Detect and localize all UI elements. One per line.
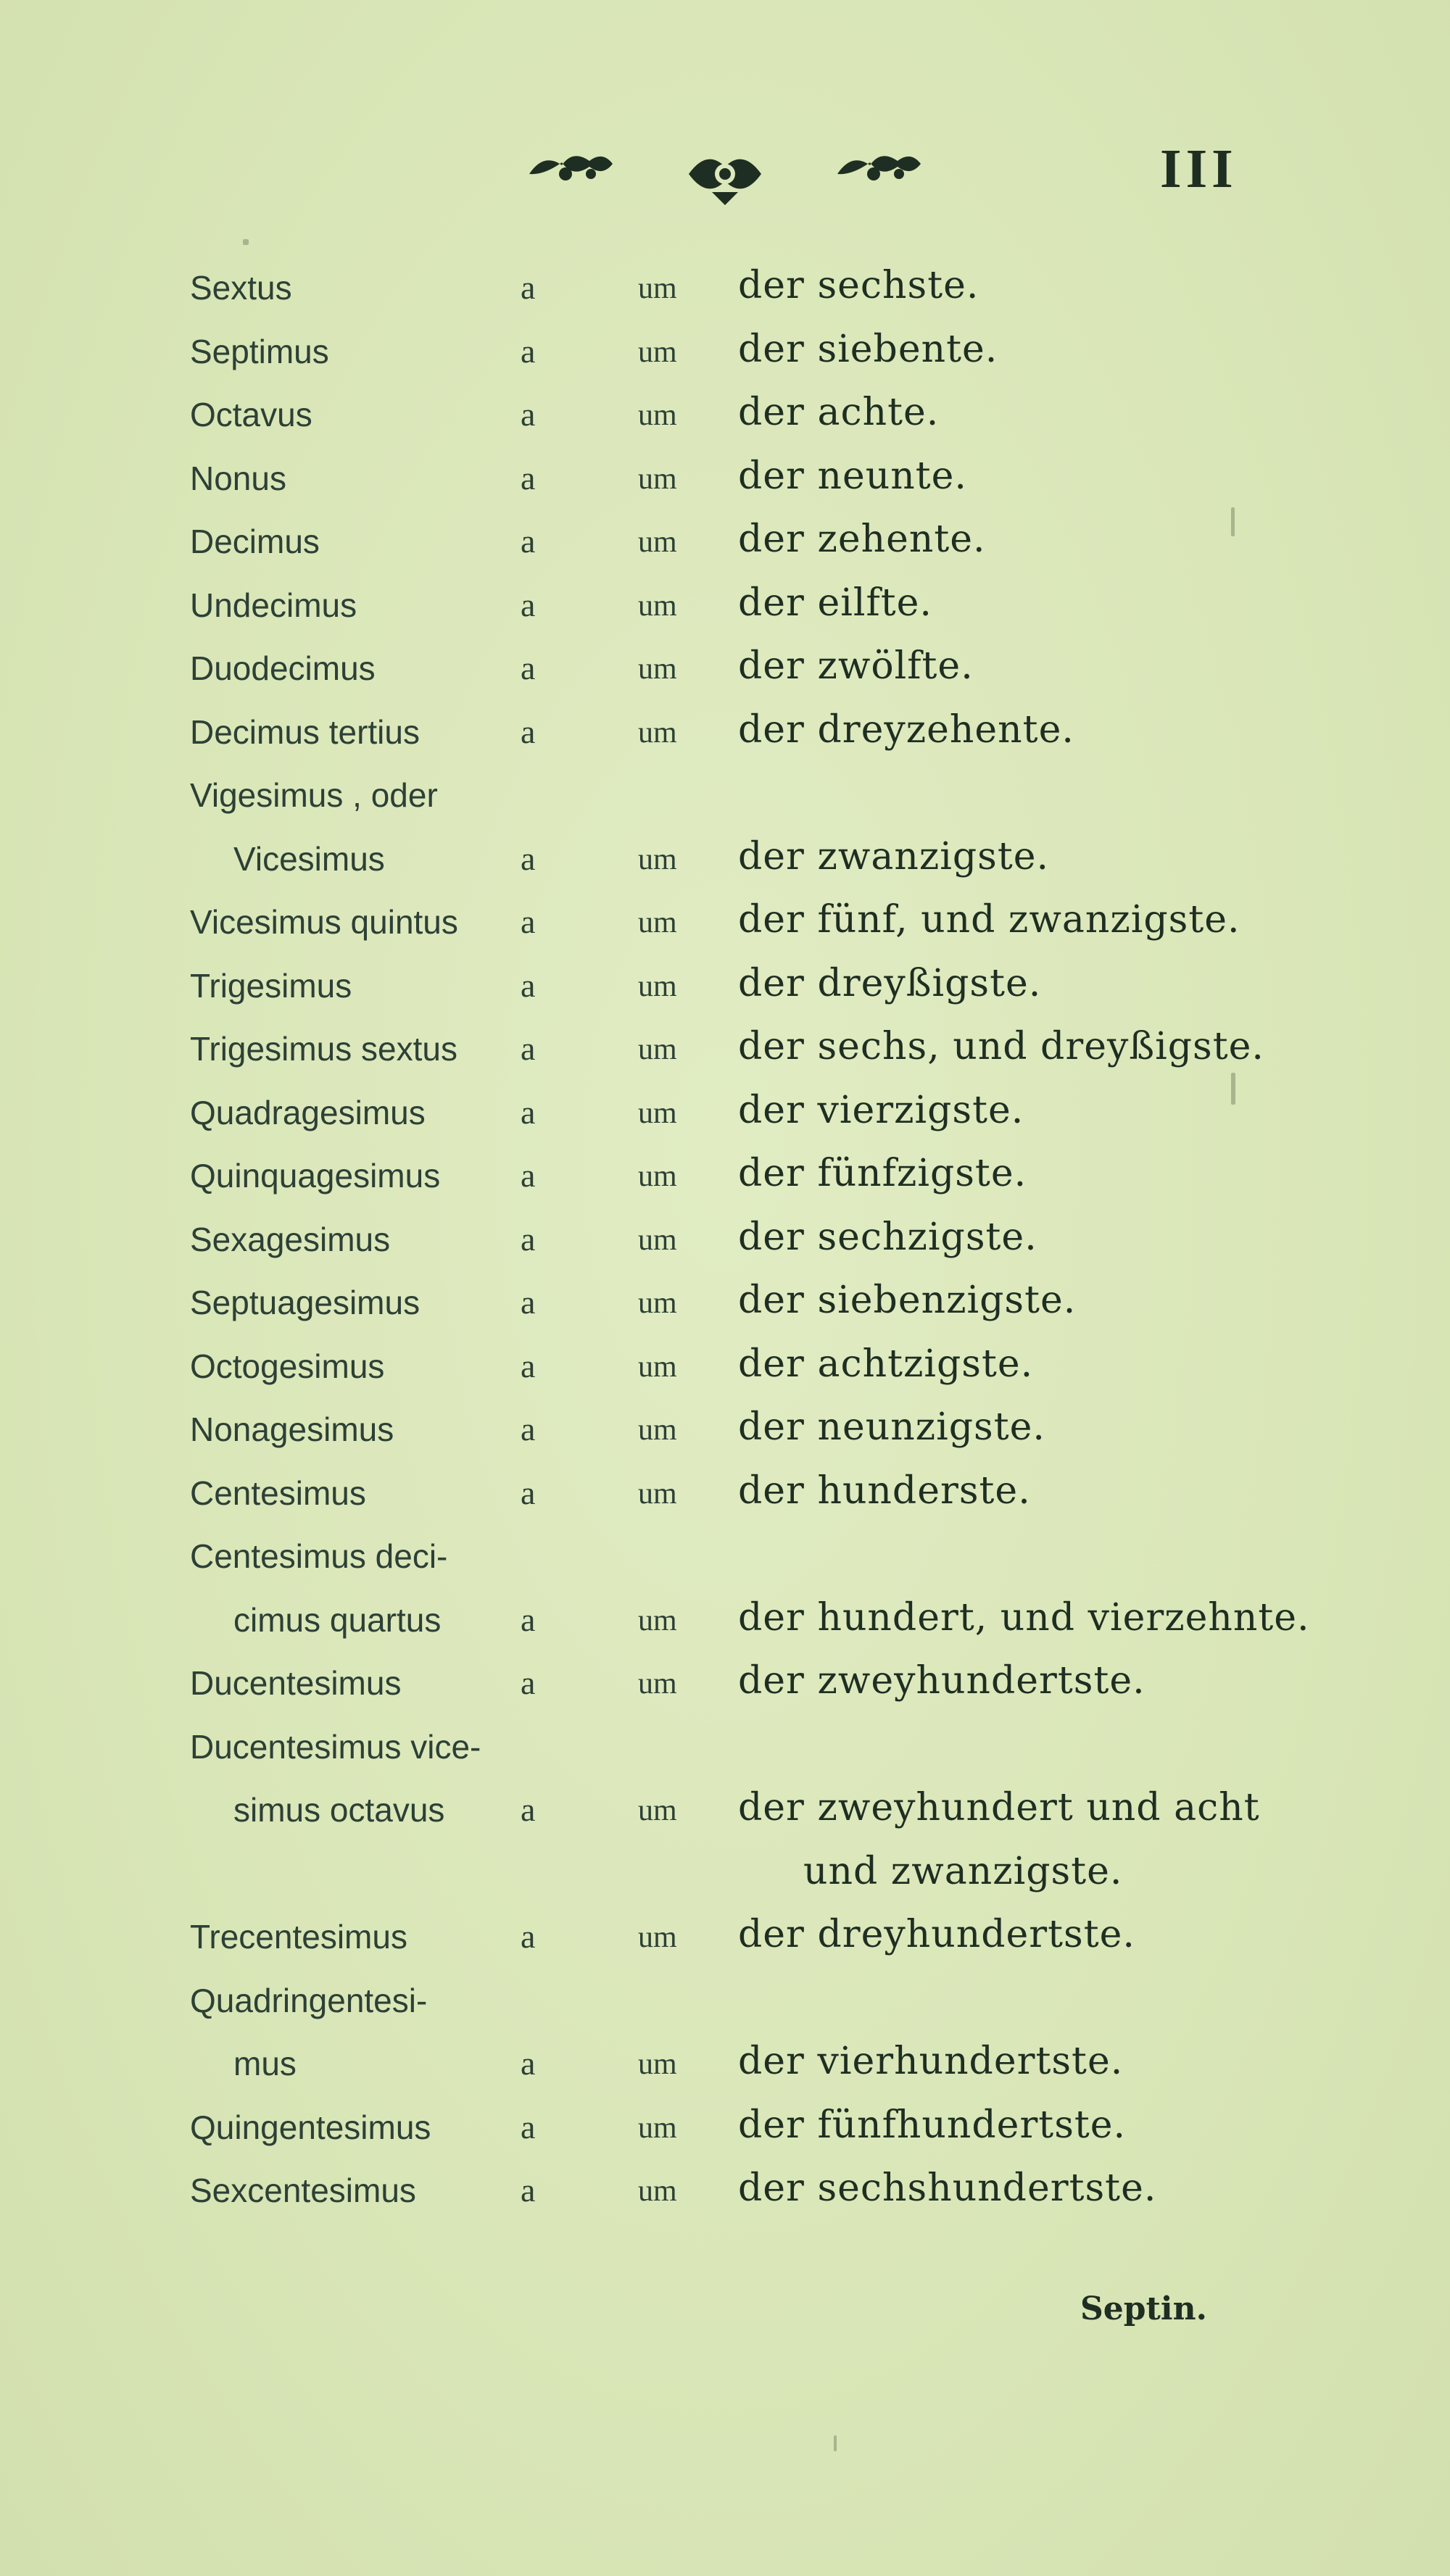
german-ordinal: der siebente. bbox=[738, 327, 998, 371]
neuter-ending: um bbox=[638, 2174, 677, 2208]
german-ordinal: der zwanzigste. bbox=[738, 834, 1050, 878]
feminine-ending: a bbox=[521, 649, 536, 686]
table-row bbox=[0, 898, 1450, 966]
neuter-ending: um bbox=[638, 272, 677, 305]
neuter-ending: um bbox=[638, 462, 677, 496]
feminine-ending: a bbox=[521, 1220, 536, 1258]
neuter-ending: um bbox=[638, 1603, 677, 1637]
neuter-ending: um bbox=[638, 969, 677, 1003]
german-ordinal: der dreyßigste. bbox=[738, 961, 1042, 1005]
latin-ordinal: simus octavus bbox=[233, 1791, 445, 1829]
table-row bbox=[0, 1659, 1450, 1727]
neuter-ending: um bbox=[638, 1287, 677, 1320]
feminine-ending: a bbox=[521, 1284, 536, 1321]
german-ordinal: der zweyhundertste. bbox=[738, 1659, 1146, 1703]
feminine-ending: a bbox=[521, 966, 536, 1004]
neuter-ending: um bbox=[638, 715, 677, 749]
feminine-ending: a bbox=[521, 2045, 536, 2082]
latin-ordinal: Trigesimus bbox=[190, 966, 352, 1005]
german-ordinal: der neunte. bbox=[738, 454, 967, 498]
table-row bbox=[0, 707, 1450, 776]
latin-ordinal: mus bbox=[233, 2045, 297, 2082]
latin-ordinal: Decimus tertius bbox=[190, 712, 420, 751]
latin-ordinal: Ducentesimus vice- bbox=[190, 1727, 481, 1766]
latin-ordinal: Duodecimus bbox=[190, 649, 376, 687]
feminine-ending: a bbox=[521, 586, 536, 623]
paper-speck bbox=[834, 2435, 837, 2451]
neuter-ending: um bbox=[638, 2048, 677, 2081]
paper-speck bbox=[1231, 507, 1235, 536]
table-row bbox=[0, 1595, 1450, 1664]
neuter-ending: um bbox=[638, 842, 677, 876]
neuter-ending: um bbox=[638, 1160, 677, 1193]
latin-ordinal: Octogesimus bbox=[190, 1347, 385, 1385]
german-ordinal: der fünfhundertste. bbox=[738, 2103, 1127, 2147]
german-ordinal: der sechs, und dreyßigste. bbox=[738, 1025, 1264, 1068]
latin-ordinal: Vicesimus quintus bbox=[190, 903, 458, 941]
table-row bbox=[0, 581, 1450, 649]
german-ordinal: der dreyzehente. bbox=[738, 707, 1074, 752]
latin-ordinal: Sextus bbox=[190, 269, 292, 307]
german-ordinal: der eilfte. bbox=[738, 581, 932, 625]
feminine-ending: a bbox=[521, 396, 536, 433]
latin-ordinal: Undecimus bbox=[190, 586, 357, 624]
neuter-ending: um bbox=[638, 1096, 677, 1130]
feminine-ending: a bbox=[521, 839, 536, 877]
table-row bbox=[0, 1279, 1450, 1347]
german-ordinal: der vierzigste. bbox=[738, 1088, 1024, 1132]
table-row bbox=[0, 391, 1450, 459]
german-ordinal: der neunzigste. bbox=[738, 1405, 1045, 1449]
latin-ordinal: Quadragesimus bbox=[190, 1093, 426, 1131]
table-row bbox=[0, 1537, 1450, 1600]
latin-ordinal: Vigesimus , oder bbox=[190, 776, 438, 814]
neuter-ending: um bbox=[638, 399, 677, 432]
table-row bbox=[0, 2166, 1450, 2235]
latin-ordinal: Sexagesimus bbox=[190, 1220, 391, 1258]
german-ordinal: der zehente. bbox=[738, 518, 986, 561]
table-row bbox=[0, 1405, 1450, 1474]
feminine-ending: a bbox=[521, 1918, 536, 1955]
header-ornament-icon bbox=[522, 141, 928, 207]
neuter-ending: um bbox=[638, 1667, 677, 1700]
german-ordinal: der sechste. bbox=[738, 264, 979, 307]
german-ordinal: der siebenzigste. bbox=[738, 1279, 1077, 1322]
feminine-ending: a bbox=[521, 1157, 536, 1194]
neuter-ending: um bbox=[638, 652, 677, 686]
german-ordinal: der achte. bbox=[738, 391, 940, 434]
neuter-ending: um bbox=[638, 1476, 677, 1511]
table-row bbox=[0, 1468, 1450, 1537]
feminine-ending: a bbox=[521, 1791, 536, 1828]
latin-ordinal: Decimus bbox=[190, 523, 320, 560]
feminine-ending: a bbox=[521, 523, 536, 560]
german-ordinal: der achtzigste. bbox=[738, 1342, 1034, 1386]
table-row bbox=[0, 1849, 1450, 1918]
latin-ordinal: Centesimus bbox=[190, 1474, 366, 1512]
feminine-ending: a bbox=[521, 1093, 536, 1131]
table-row bbox=[0, 644, 1450, 712]
neuter-ending: um bbox=[638, 335, 677, 369]
german-ordinal: und zwanzigste. bbox=[803, 1849, 1123, 1893]
latin-ordinal: Centesimus deci- bbox=[190, 1537, 448, 1575]
feminine-ending: a bbox=[521, 903, 536, 940]
feminine-ending: a bbox=[521, 2172, 536, 2209]
table-row bbox=[0, 264, 1450, 332]
latin-ordinal: Nonagesimus bbox=[190, 1410, 394, 1448]
latin-ordinal: cimus quartus bbox=[233, 1600, 442, 1639]
german-ordinal: der fünf, und zwanzigste. bbox=[738, 898, 1240, 942]
feminine-ending: a bbox=[521, 2108, 536, 2145]
table-row bbox=[0, 1786, 1450, 1854]
feminine-ending: a bbox=[521, 332, 536, 370]
latin-ordinal: Trigesimus sextus bbox=[190, 1030, 457, 1068]
latin-ordinal: Quingentesimus bbox=[190, 2108, 431, 2146]
latin-ordinal: Trecentesimus bbox=[190, 1918, 407, 1956]
german-ordinal: der sechshundertste. bbox=[738, 2166, 1157, 2210]
table-row bbox=[0, 327, 1450, 396]
feminine-ending: a bbox=[521, 1030, 536, 1067]
latin-ordinal: Septuagesimus bbox=[190, 1284, 420, 1321]
table-row bbox=[0, 1342, 1450, 1410]
neuter-ending: um bbox=[638, 1350, 677, 1384]
german-ordinal: der hunderste. bbox=[738, 1468, 1031, 1513]
latin-ordinal: Septimus bbox=[190, 332, 329, 370]
neuter-ending: um bbox=[638, 1223, 677, 1257]
german-ordinal: der fünfzigste. bbox=[738, 1152, 1027, 1195]
german-ordinal: der hundert, und vierzehnte. bbox=[738, 1595, 1310, 1640]
feminine-ending: a bbox=[521, 1474, 536, 1511]
table-row bbox=[0, 961, 1450, 1030]
neuter-ending: um bbox=[638, 906, 677, 939]
feminine-ending: a bbox=[521, 1410, 536, 1447]
table-row bbox=[0, 1727, 1450, 1791]
german-ordinal: der dreyhundertste. bbox=[738, 1913, 1135, 1956]
table-row bbox=[0, 2103, 1450, 2172]
feminine-ending: a bbox=[521, 712, 536, 750]
german-ordinal: der vierhundertste. bbox=[738, 2040, 1124, 2083]
paper-speck bbox=[1231, 1073, 1235, 1105]
latin-ordinal: Ducentesimus bbox=[190, 1664, 402, 1702]
table-row bbox=[0, 834, 1450, 903]
catchword: Septin. bbox=[1080, 2290, 1207, 2327]
neuter-ending: um bbox=[638, 525, 677, 559]
feminine-ending: a bbox=[521, 1600, 536, 1638]
feminine-ending: a bbox=[521, 269, 536, 306]
neuter-ending: um bbox=[638, 1921, 677, 1954]
table-row bbox=[0, 776, 1450, 839]
table-row bbox=[0, 1981, 1450, 2045]
paper-speck bbox=[243, 239, 249, 245]
neuter-ending: um bbox=[638, 2111, 677, 2145]
table-row bbox=[0, 1152, 1450, 1220]
latin-ordinal: Quadringentesi- bbox=[190, 1981, 428, 2019]
neuter-ending: um bbox=[638, 1413, 677, 1447]
table-row bbox=[0, 1215, 1450, 1284]
latin-ordinal: Vicesimus bbox=[233, 839, 385, 878]
feminine-ending: a bbox=[521, 1347, 536, 1384]
latin-ordinal: Nonus bbox=[190, 459, 286, 497]
german-ordinal: der sechzigste. bbox=[738, 1215, 1037, 1259]
german-ordinal: der zweyhundert und acht bbox=[738, 1786, 1260, 1829]
feminine-ending: a bbox=[521, 459, 536, 496]
feminine-ending: a bbox=[521, 1664, 536, 1701]
latin-ordinal: Octavus bbox=[190, 396, 312, 433]
neuter-ending: um bbox=[638, 1033, 677, 1066]
table-row bbox=[0, 2040, 1450, 2108]
latin-ordinal: Sexcentesimus bbox=[190, 2172, 416, 2209]
page-number: III bbox=[1160, 138, 1238, 199]
neuter-ending: um bbox=[638, 589, 677, 623]
neuter-ending: um bbox=[638, 1794, 677, 1827]
table-row bbox=[0, 1913, 1450, 1981]
latin-ordinal: Quinquagesimus bbox=[190, 1157, 441, 1194]
german-ordinal: der zwölfte. bbox=[738, 644, 974, 688]
